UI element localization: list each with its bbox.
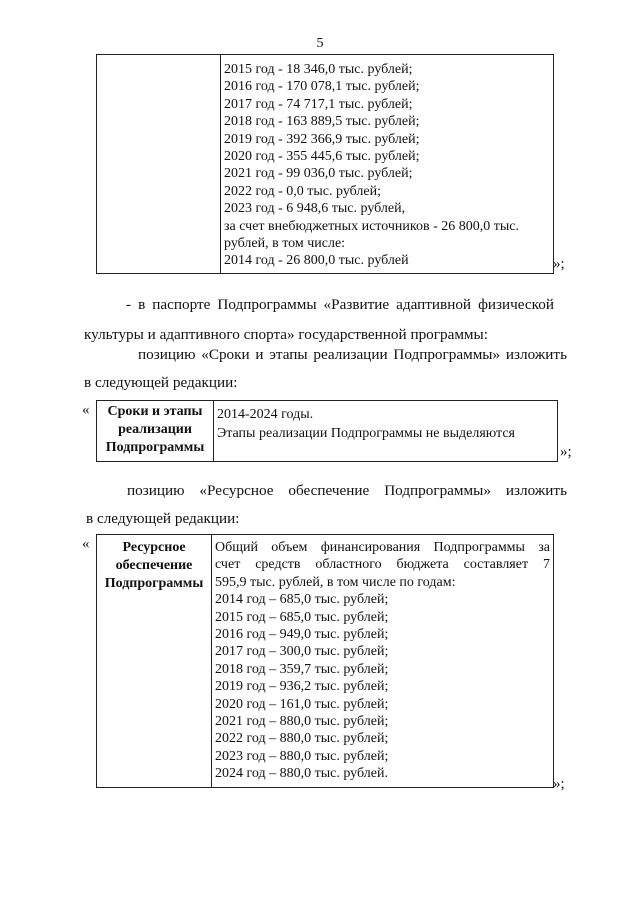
text-line: 2014 год - 26 800,0 тыс. рублей <box>224 253 409 269</box>
text-line: 2018 год - 163 889,5 тыс. рублей; <box>224 114 420 130</box>
text-line: 2015 год - 18 346,0 тыс. рублей; <box>224 62 413 77</box>
text-line: 2014 год – 685,0 тыс. рублей; <box>215 592 389 608</box>
text-line: Этапы реализации Подпрограммы не выделяются <box>217 426 515 441</box>
paragraph-line: в следующей редакции: <box>86 510 240 527</box>
label-line: Подпрограммы <box>105 440 205 455</box>
closing-quote: »; <box>553 776 565 792</box>
label-line: Сроки и этапы <box>107 404 203 419</box>
opening-quote: « <box>82 402 90 418</box>
text-line: рублей, в том числе: <box>224 236 346 252</box>
label-line: реализации <box>118 422 192 437</box>
financing-table-continued <box>96 54 554 274</box>
paragraph-line: в следующей редакции: <box>84 374 238 391</box>
text-line: 2018 год – 359,7 тыс. рублей; <box>215 661 389 677</box>
text-line: 2023 год - 6 948,6 тыс. рублей, <box>224 201 406 217</box>
text-line: 2020 год - 355 445,6 тыс. рублей; <box>224 149 420 165</box>
label-line: Ресурсное <box>122 540 186 555</box>
stages-table <box>96 400 558 462</box>
text-line: 2017 год – 300,0 тыс. рублей; <box>215 644 389 660</box>
resources-label-cell <box>97 535 212 788</box>
paragraph-line: позицию «Сроки и этапы реализации Подпрограммы» изложить <box>138 346 567 363</box>
opening-quote: « <box>82 536 90 552</box>
text-line: 2016 год - 170 078,1 тыс. рублей; <box>224 79 420 95</box>
text-line: за счет внебюджетных источников - 26 800,0 тыс. <box>224 218 519 234</box>
page-number: 5 <box>316 36 324 51</box>
closing-quote: »; <box>560 444 572 460</box>
text-line: Общий объем финансирования Подпрограммы за <box>215 540 550 555</box>
empty-label-cell <box>97 55 221 274</box>
text-line: 2022 год – 880,0 тыс. рублей; <box>215 731 389 747</box>
stages-label-cell <box>97 401 214 462</box>
text-line: 2021 год – 880,0 тыс. рублей; <box>215 714 389 730</box>
text-line: счет средств областного бюджета составляет 7 <box>215 557 550 573</box>
stages-content-cell <box>214 401 558 462</box>
financing-lines-cell <box>221 55 554 274</box>
text-line: 2015 год – 685,0 тыс. рублей; <box>215 609 389 625</box>
text-line: 2014-2024 годы. <box>217 407 314 422</box>
text-line: 2020 год – 161,0 тыс. рублей; <box>215 696 389 712</box>
text-line: 2024 год – 880,0 тыс. рублей. <box>215 766 388 782</box>
text-line: 2019 год – 936,2 тыс. рублей; <box>215 679 389 695</box>
resources-content-cell <box>212 535 554 788</box>
text-line: 2022 год - 0,0 тыс. рублей; <box>224 183 382 199</box>
text-line: 2021 год - 99 036,0 тыс. рублей; <box>224 166 413 182</box>
text-line: 595,9 тыс. рублей, в том числе по годам: <box>215 574 456 590</box>
text-line: 2016 год – 949,0 тыс. рублей; <box>215 627 389 643</box>
text-line: 2023 год – 880,0 тыс. рублей; <box>215 748 389 764</box>
paragraph-line: позицию «Ресурсное обеспечение Подпрограммы» изложить <box>127 482 567 499</box>
paragraph-line: культуры и адаптивного спорта» государственной программы: <box>84 326 488 343</box>
resources-table <box>96 534 554 788</box>
paragraph-line: - в паспорте Подпрограммы «Развитие адаптивной физической <box>126 296 554 313</box>
label-line: Подпрограммы <box>104 576 204 591</box>
closing-quote: »; <box>553 256 565 272</box>
text-line: 2019 год - 392 366,9 тыс. рублей; <box>224 131 420 147</box>
text-line: 2017 год - 74 717,1 тыс. рублей; <box>224 96 413 112</box>
label-line: обеспечение <box>115 558 193 573</box>
